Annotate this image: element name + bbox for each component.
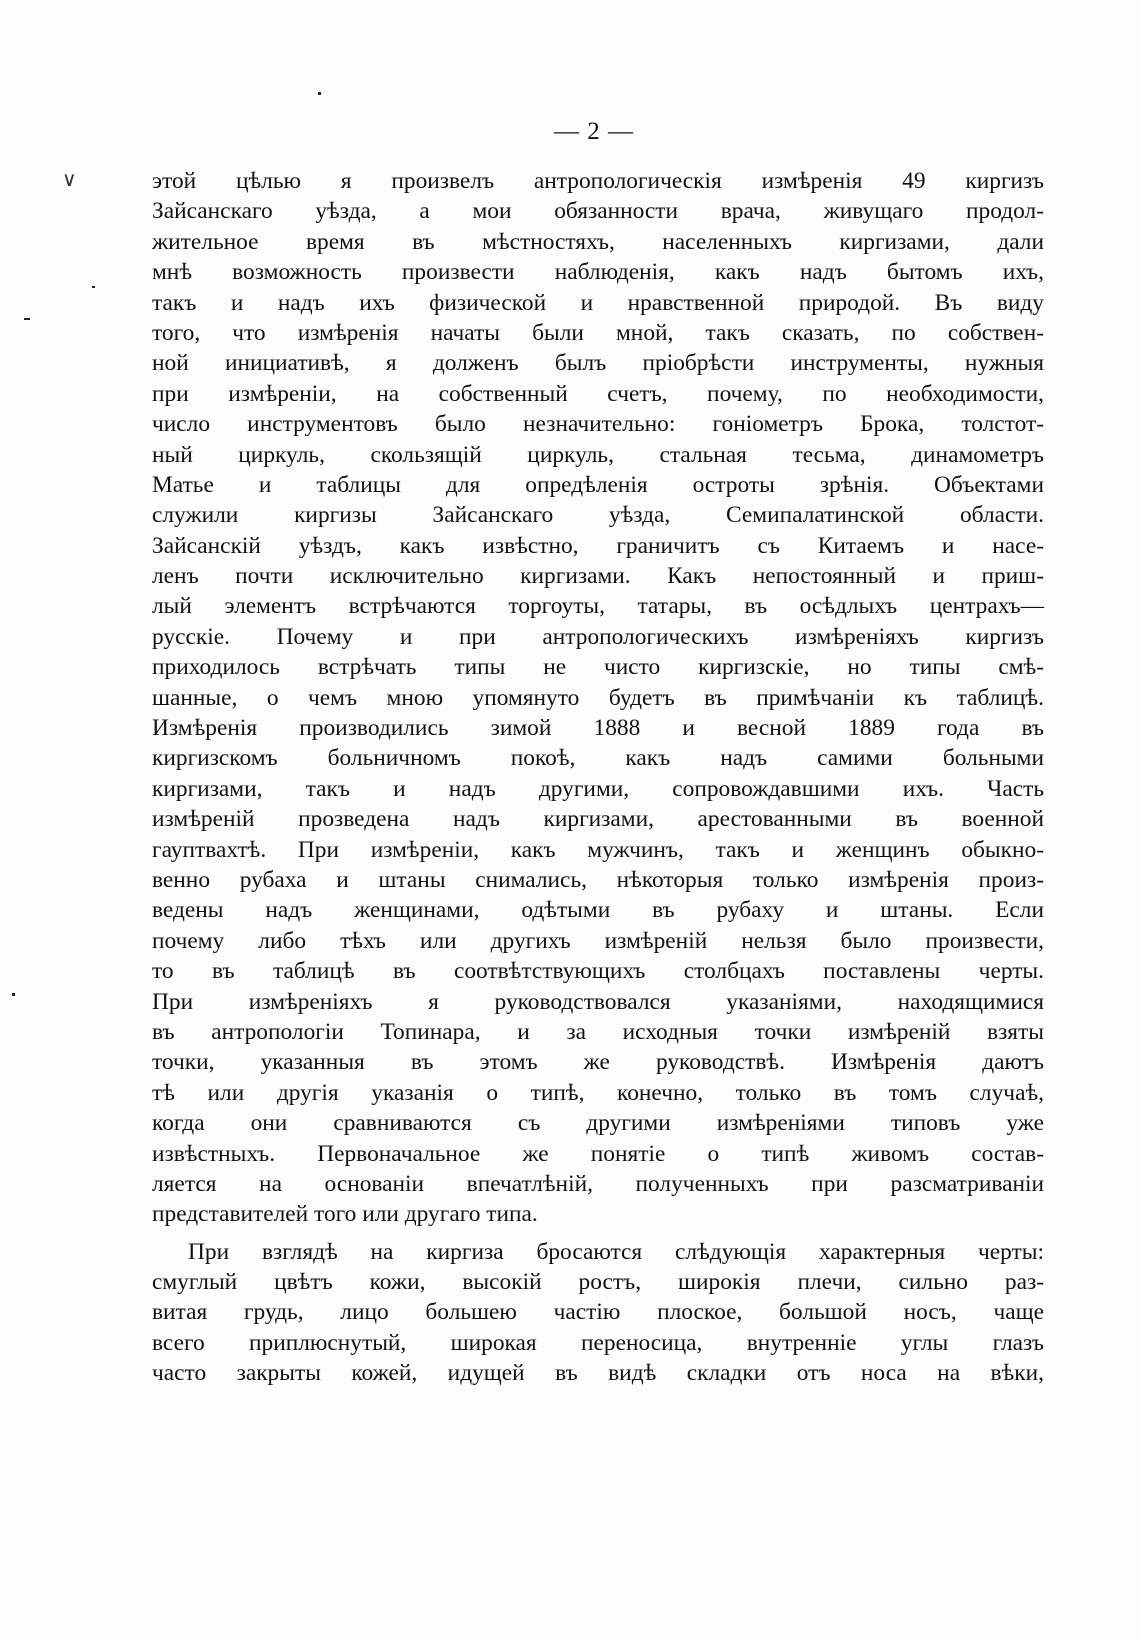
text-line: измѣреній прозведена надъ киргизами, арестованными въ военной: [152, 806, 1044, 833]
text-line: венно рубаха и штаны снимались, нѣкоторыя только измѣренія произ-: [152, 866, 1044, 893]
margin-speck: [318, 92, 321, 95]
paragraph-gap: [152, 1230, 1044, 1237]
margin-check-mark: ∨: [62, 167, 77, 191]
text-line: жительное время въ мѣстностяхъ, населенныхъ киргизами, дали: [152, 228, 1044, 255]
text-line: когда они сравниваются съ другими измѣреніями типовъ уже: [152, 1110, 1044, 1137]
body-text: [152, 166, 1044, 1389]
text-line: такъ и надъ ихъ физической и нравственной природой. Въ виду: [152, 289, 1044, 316]
text-line: при измѣреніи, на собственный счетъ, почему, по необходимости,: [152, 380, 1044, 407]
page-number: — 2 —: [554, 118, 634, 145]
text-line: того, что измѣренія начаты были мной, такъ сказать, по собствен-: [152, 319, 1044, 346]
text-line: При измѣреніяхъ я руководствовался указаніями, находящимися: [152, 988, 1044, 1015]
text-line: тѣ или другія указанія о типѣ, конечно, только въ томъ случаѣ,: [152, 1079, 1044, 1106]
text-line: киргизами, такъ и надъ другими, сопровождавшими ихъ. Часть: [152, 775, 1044, 802]
text-line: часто закрыты кожей, идущей въ видѣ складки отъ носа на вѣки,: [152, 1360, 1044, 1387]
text-line: гауптвахтѣ. При измѣреніи, какъ мужчинъ, такъ и женщинъ обыкно-: [152, 836, 1044, 863]
text-line: ляется на основаніи впечатлѣній, полученныхъ при разсматриваніи: [152, 1170, 1044, 1197]
text-line: При взглядѣ на киргиза бросаются слѣдующія характерныя черты:: [188, 1238, 1044, 1265]
margin-speck: [12, 993, 15, 996]
text-line: лый элементъ встрѣчаются торгоуты, татары, въ осѣдлыхъ центрахъ—: [152, 593, 1044, 620]
text-line: число инструментовъ было незначительно: гоніометръ Брока, толстот-: [152, 411, 1044, 438]
text-line: мнѣ возможность произвести наблюденія, какъ надъ бытомъ ихъ,: [152, 259, 1044, 286]
text-line: всего приплюснутый, широкая переносица, внутренніе углы глазъ: [152, 1329, 1044, 1356]
text-line: въ антропологіи Топинара, и за исходныя точки измѣреній взяты: [152, 1018, 1044, 1045]
paragraph: [152, 1237, 1044, 1389]
text-line: точки, указанныя въ этомъ же руководствѣ. Измѣренія даютъ: [152, 1049, 1044, 1076]
text-line: шанные, о чемъ мною упомянуто будетъ въ примѣчаніи къ таблицѣ.: [152, 684, 1044, 711]
text-line: смуглый цвѣтъ кожи, высокій ростъ, широкія плечи, сильно раз-: [152, 1269, 1044, 1296]
paragraph: [152, 166, 1044, 1230]
text-line: Матье и таблицы для опредѣленія остроты зрѣнія. Объектами: [152, 471, 1044, 498]
text-line: ный циркуль, скользящій циркуль, стальная тесьма, динамометръ: [152, 441, 1044, 468]
text-line: этой цѣлью я произвелъ антропологическія измѣренія 49 киргизъ: [152, 168, 1044, 194]
text-line: Зайсанскаго уѣзда, а мои обязанности врача, живущаго продол-: [152, 198, 1044, 225]
text-line: приходилось встрѣчать типы не чисто киргизскіе, но типы смѣ-: [152, 654, 1044, 681]
margin-speck: [92, 286, 95, 288]
text-line: представителей того или другаго типа.: [152, 1201, 538, 1228]
text-line: русскіе. Почему и при антропологическихъ измѣреніяхъ киргизъ: [152, 623, 1044, 650]
text-line: Измѣренія производились зимой 1888 и весной 1889 года въ: [152, 715, 1044, 742]
text-line: то въ таблицѣ въ соотвѣтствующихъ столбцахъ поставлены черты.: [152, 958, 1044, 985]
text-line: почему либо тѣхъ или другихъ измѣреній нельзя было произвести,: [152, 927, 1044, 954]
text-line: Зайсанскій уѣздъ, какъ извѣстно, граничитъ съ Китаемъ и насе-: [152, 532, 1044, 559]
margin-speck: [24, 318, 30, 320]
text-line: киргизскомъ больничномъ покоѣ, какъ надъ самими больными: [152, 745, 1044, 772]
text-line: ленъ почти исключительно киргизами. Какъ непостоянный и приш-: [152, 563, 1044, 590]
text-line: ной инициативѣ, я долженъ былъ пріобрѣсти инструменты, нужныя: [152, 350, 1044, 377]
text-line: витая грудь, лицо большею частію плоское, большой носъ, чаще: [152, 1299, 1044, 1326]
text-line: служили киргизы Зайсанскаго уѣзда, Семипалатинской области.: [152, 502, 1044, 529]
text-line: ведены надъ женщинами, одѣтыми въ рубаху и штаны. Если: [152, 897, 1044, 924]
text-line: извѣстныхъ. Первоначальное же понятіе о типѣ живомъ состав-: [152, 1140, 1044, 1167]
